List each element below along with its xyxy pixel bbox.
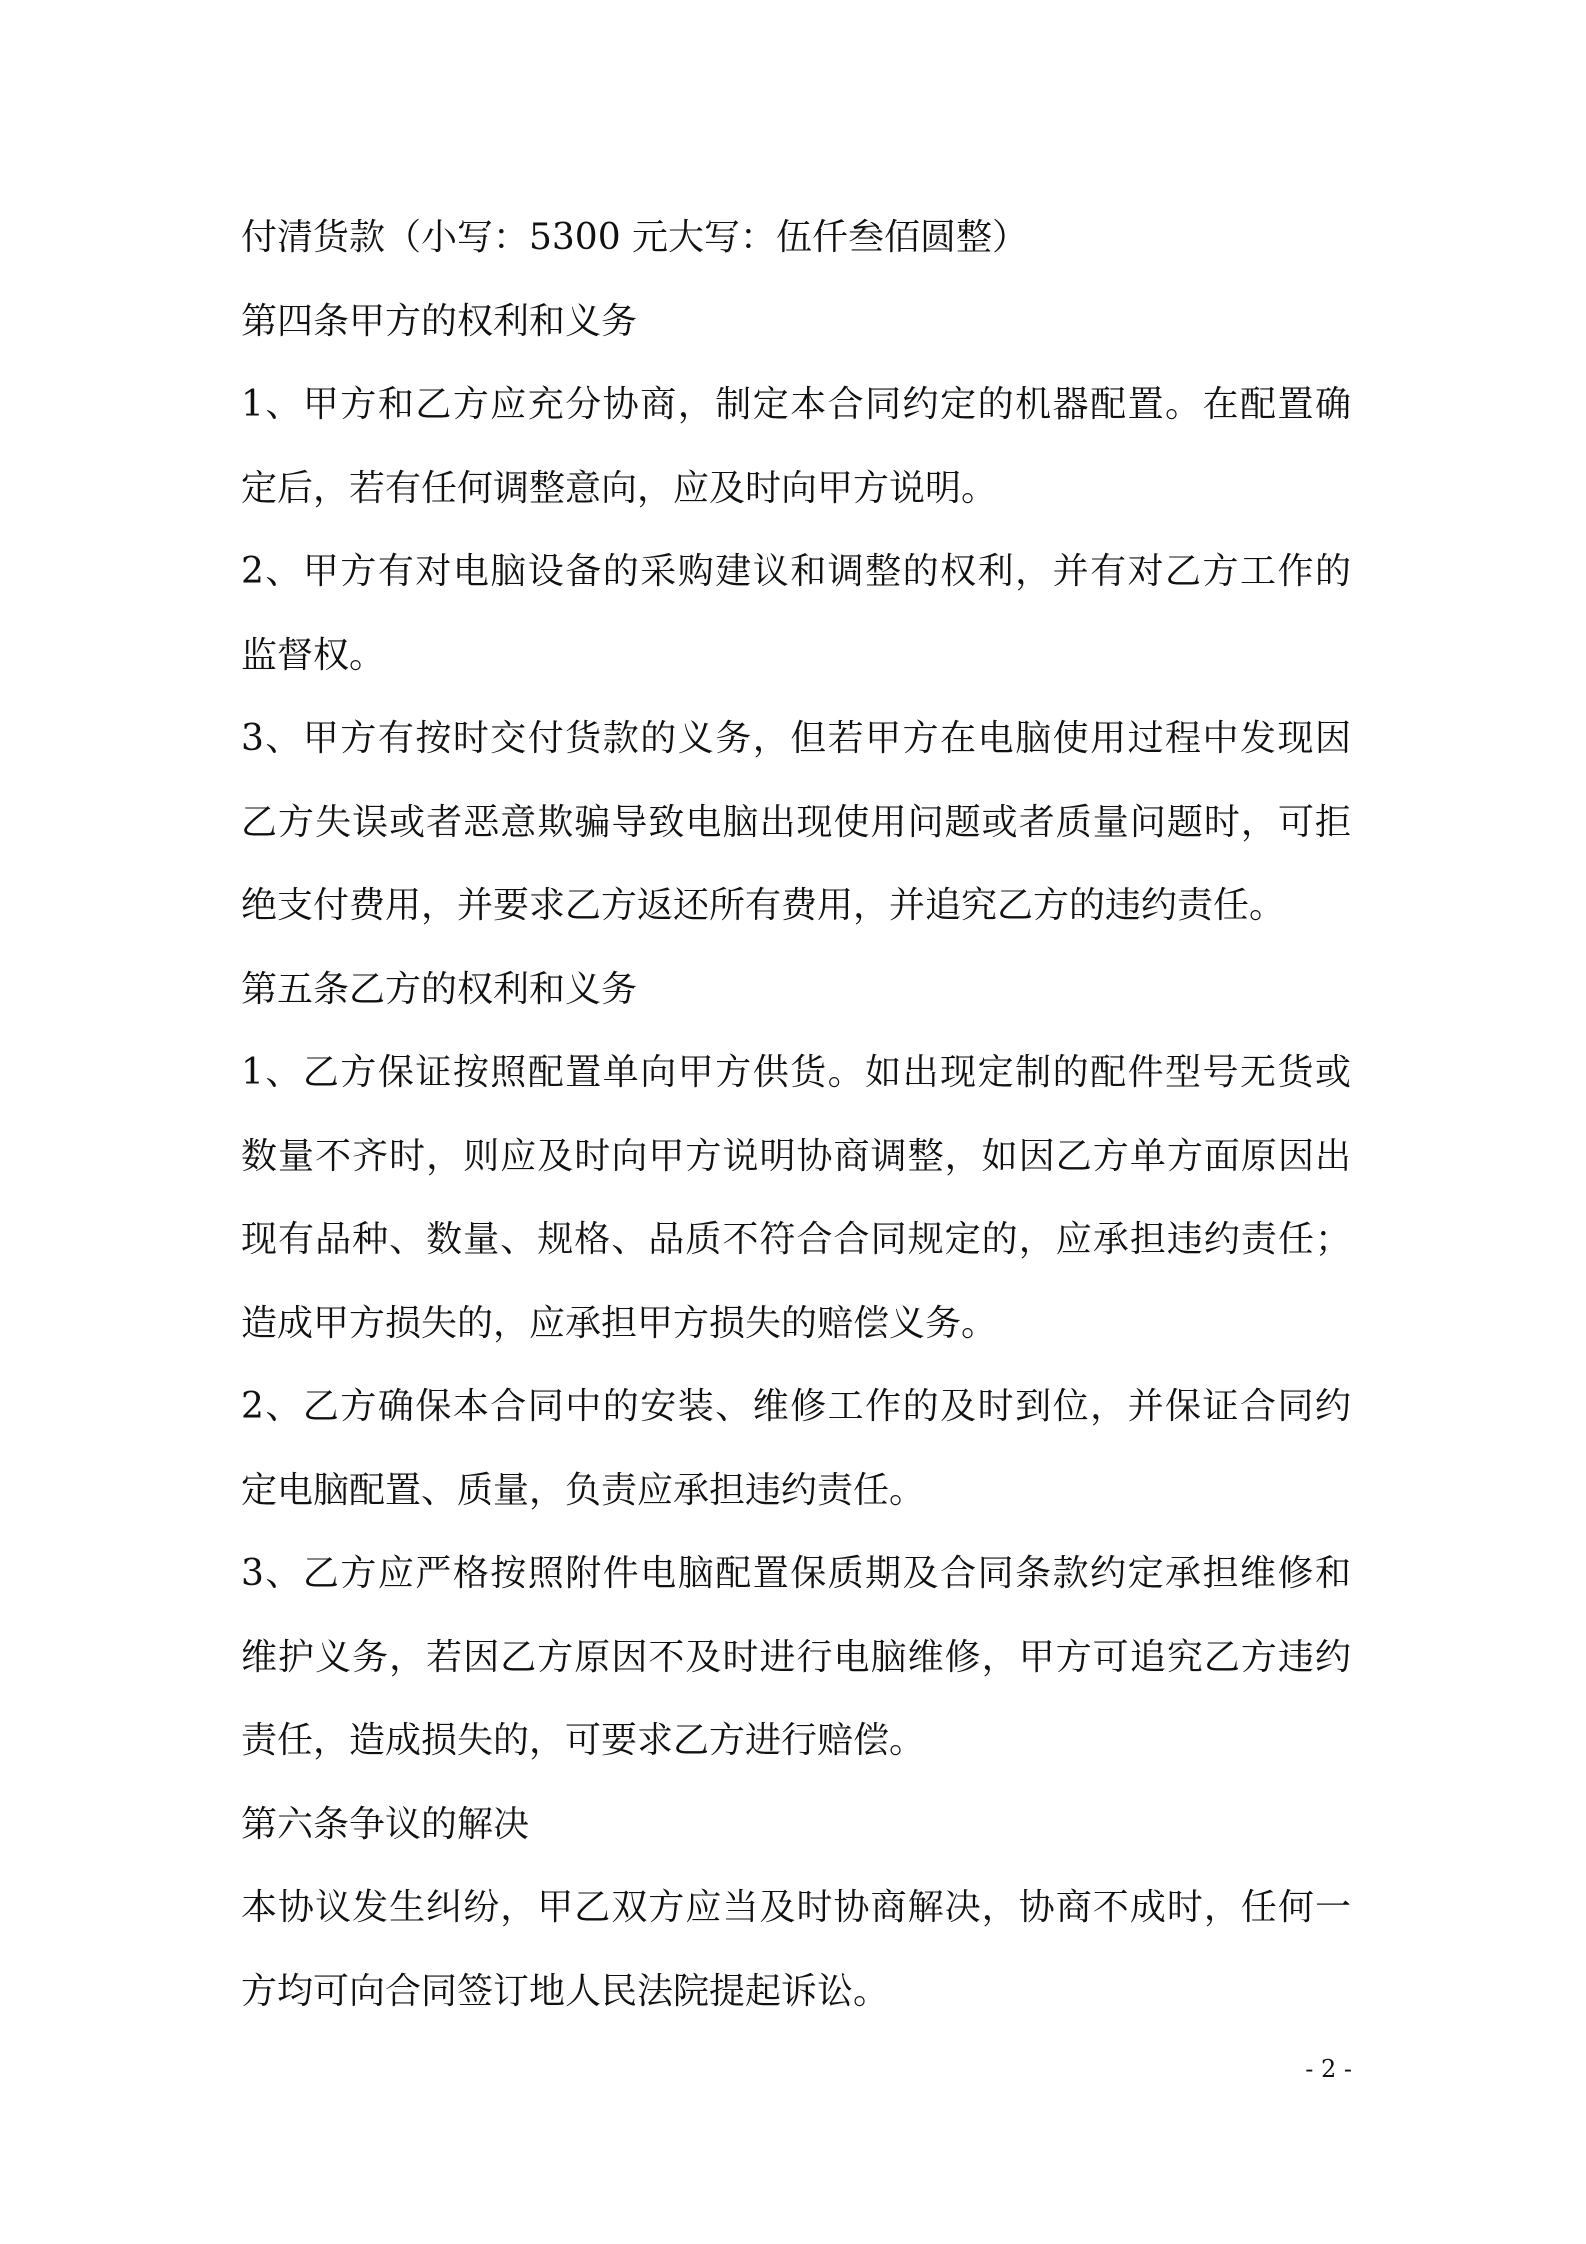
page-number: - 2 - (1305, 2055, 1352, 2083)
section-heading-article-6: 第六条争议的解决 (241, 1803, 530, 1845)
paragraph-line: 数量不齐时，则应及时向甲方说明协商调整，如因乙方单方面原因出 (241, 1135, 1351, 1177)
paragraph-line: 1、乙方保证按照配置单向甲方供货。如出现定制的配件型号无货或 (241, 1052, 1351, 1093)
paragraph-line: 3、甲方有按时交付货款的义务，但若甲方在电脑使用过程中发现因 (241, 718, 1351, 759)
paragraph-line: 方均可向合同签订地人民法院提起诉讼。 (241, 1970, 890, 2012)
paragraph-line: 绝支付费用，并要求乙方返还所有费用，并追究乙方的违约责任。 (241, 885, 1286, 926)
paragraph-line: 本协议发生纠纷，甲乙双方应当及时协商解决，协商不成时，任何一 (241, 1887, 1351, 1928)
paragraph-line: 乙方失误或者恶意欺骗导致电脑出现使用问题或者质量问题时，可拒 (241, 801, 1351, 843)
paragraph-line: 3、乙方应严格按照附件电脑配置保质期及合同条款约定承担维修和 (241, 1553, 1351, 1594)
paragraph-line: 付清货款（小写：5300 元大写：伍仟叁佰圆整） (241, 217, 1029, 258)
section-heading-article-5: 第五条乙方的权利和义务 (241, 968, 638, 1010)
paragraph-line: 定后，若有任何调整意向，应及时向甲方说明。 (241, 467, 998, 509)
paragraph-line: 责任，造成损失的，可要求乙方进行赔偿。 (241, 1720, 926, 1761)
paragraph-line: 1、甲方和乙方应充分协商，制定本合同约定的机器配置。在配置确 (241, 384, 1351, 425)
paragraph-line: 现有品种、数量、规格、品质不符合合同规定的，应承担违约责任； (241, 1219, 1351, 1260)
paragraph-line: 定电脑配置、质量，负责应承担违约责任。 (241, 1469, 926, 1511)
paragraph-line: 维护义务，若因乙方原因不及时进行电脑维修，甲方可追究乙方违约 (241, 1636, 1351, 1678)
paragraph-line: 2、乙方确保本合同中的安装、维修工作的及时到位，并保证合同约 (241, 1386, 1351, 1427)
paragraph-line: 2、甲方有对电脑设备的采购建议和调整的权利，并有对乙方工作的 (241, 551, 1351, 592)
section-heading-article-4: 第四条甲方的权利和义务 (241, 300, 638, 342)
paragraph-line: 造成甲方损失的，应承担甲方损失的赔偿义务。 (241, 1302, 998, 1344)
paragraph-line: 监督权。 (241, 634, 386, 676)
body-text (241, 196, 1351, 2033)
